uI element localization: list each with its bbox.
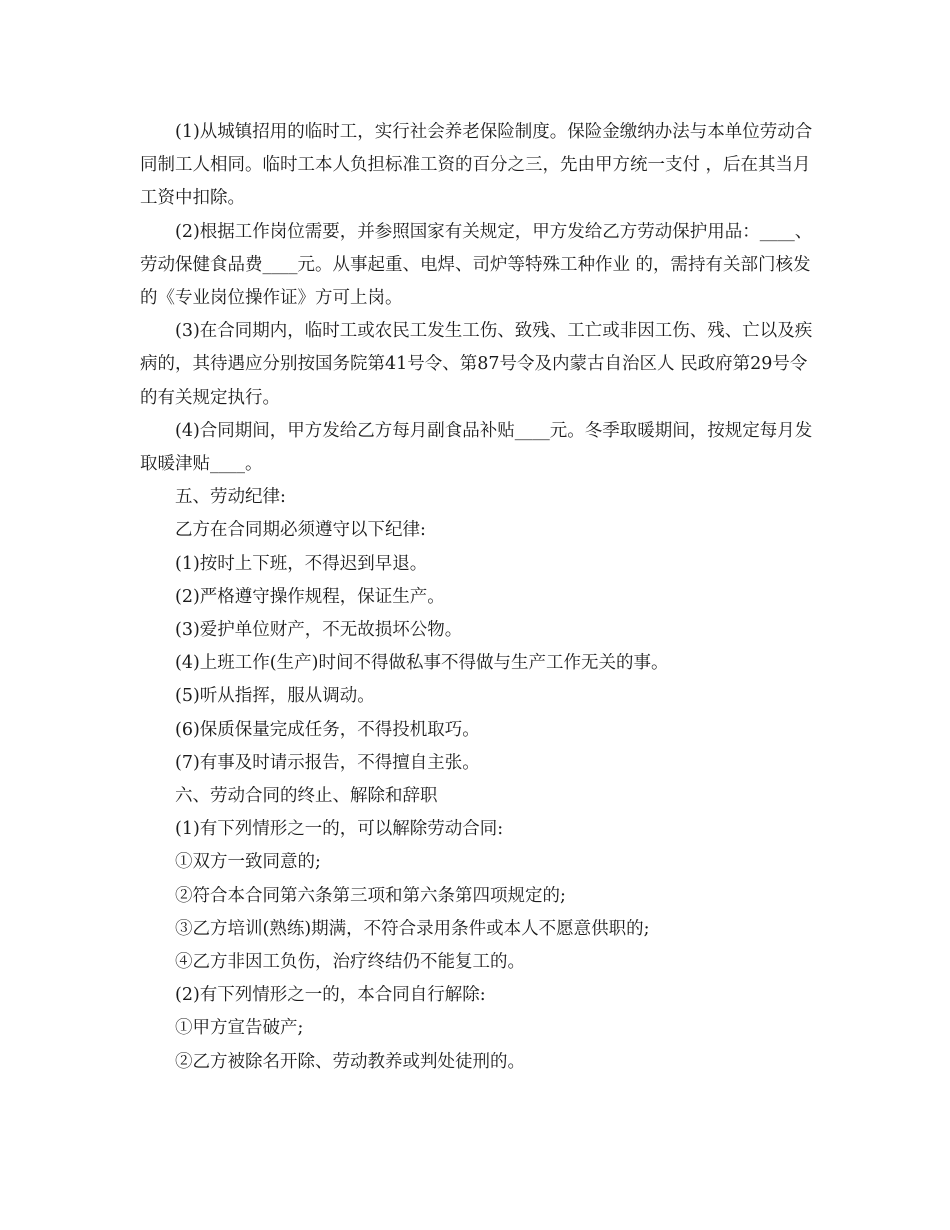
document-body	[140, 116, 820, 1079]
list-item: (2)有下列情形之一的，本合同自行解除:	[175, 985, 486, 1006]
list-item: ②符合本合同第六条第三项和第六条第四项规定的;	[175, 885, 566, 906]
paragraph-insurance: (1)从城镇招用的临时工，实行社会养老保险制度。保险金缴纳办法与本单位劳动合同制工人相同。临时工本人负担标准工资的百分之三，先由甲方统一支付 ，后在其当月工资中扣除。	[140, 122, 813, 209]
paragraph-injury: (3)在合同期内，临时工或农民工发生工伤、致残、工亡或非因工伤、残、亡以及疾病的，其待遇应分别按国务院第41号令、第87号令及内蒙古自治区人 民政府第29号令的有关规定执行。	[140, 321, 813, 408]
list-item: ②乙方被除名开除、劳动教养或判处徒刑的。	[175, 1051, 525, 1072]
list-item: (2)严格遵守操作规程，保证生产。	[175, 586, 445, 607]
list-item: (1)有下列情形之一的，可以解除劳动合同:	[175, 819, 504, 840]
section-heading-termination: 六、劳动合同的终止、解除和辞职	[175, 786, 438, 806]
list-item: ①甲方宣告破产;	[175, 1018, 304, 1039]
list-item: (5)听从指挥，服从调动。	[175, 686, 375, 707]
list-item: ①双方一致同意的;	[175, 852, 321, 873]
paragraph-protection: (2)根据工作岗位需要，并参照国家有关规定，甲方发给乙方劳动保护用品：____、劳动保健食品费____元。从事起重、电焊、司炉等特殊工种作业 的，需持有关部门核发的《专业岗位操作证》方可上岗。	[140, 221, 813, 308]
list-item: (4)上班工作(生产)时间不得做私事不得做与生产工作无关的事。	[175, 653, 669, 674]
paragraph-subsidy: (4)合同期间，甲方发给乙方每月副食品补贴____元。冬季取暖期间，按规定每月发取暖津贴____。	[140, 420, 813, 474]
list-item: ④乙方非因工负伤，治疗终结仍不能复工的。	[175, 952, 525, 973]
list-item: (1)按时上下班，不得迟到早退。	[175, 553, 428, 574]
list-item: ③乙方培训(熟练)期满，不符合录用条件或本人不愿意供职的;	[175, 918, 650, 939]
list-item: (7)有事及时请示报告，不得擅自主张。	[175, 752, 480, 773]
list-item: 乙方在合同期必须遵守以下纪律:	[175, 520, 426, 541]
list-item: (3)爱护单位财产，不无故损坏公物。	[175, 619, 463, 640]
section-heading-discipline: 五、劳动纪律:	[175, 487, 286, 508]
list-item: (6)保质保量完成任务，不得投机取巧。	[175, 719, 480, 740]
